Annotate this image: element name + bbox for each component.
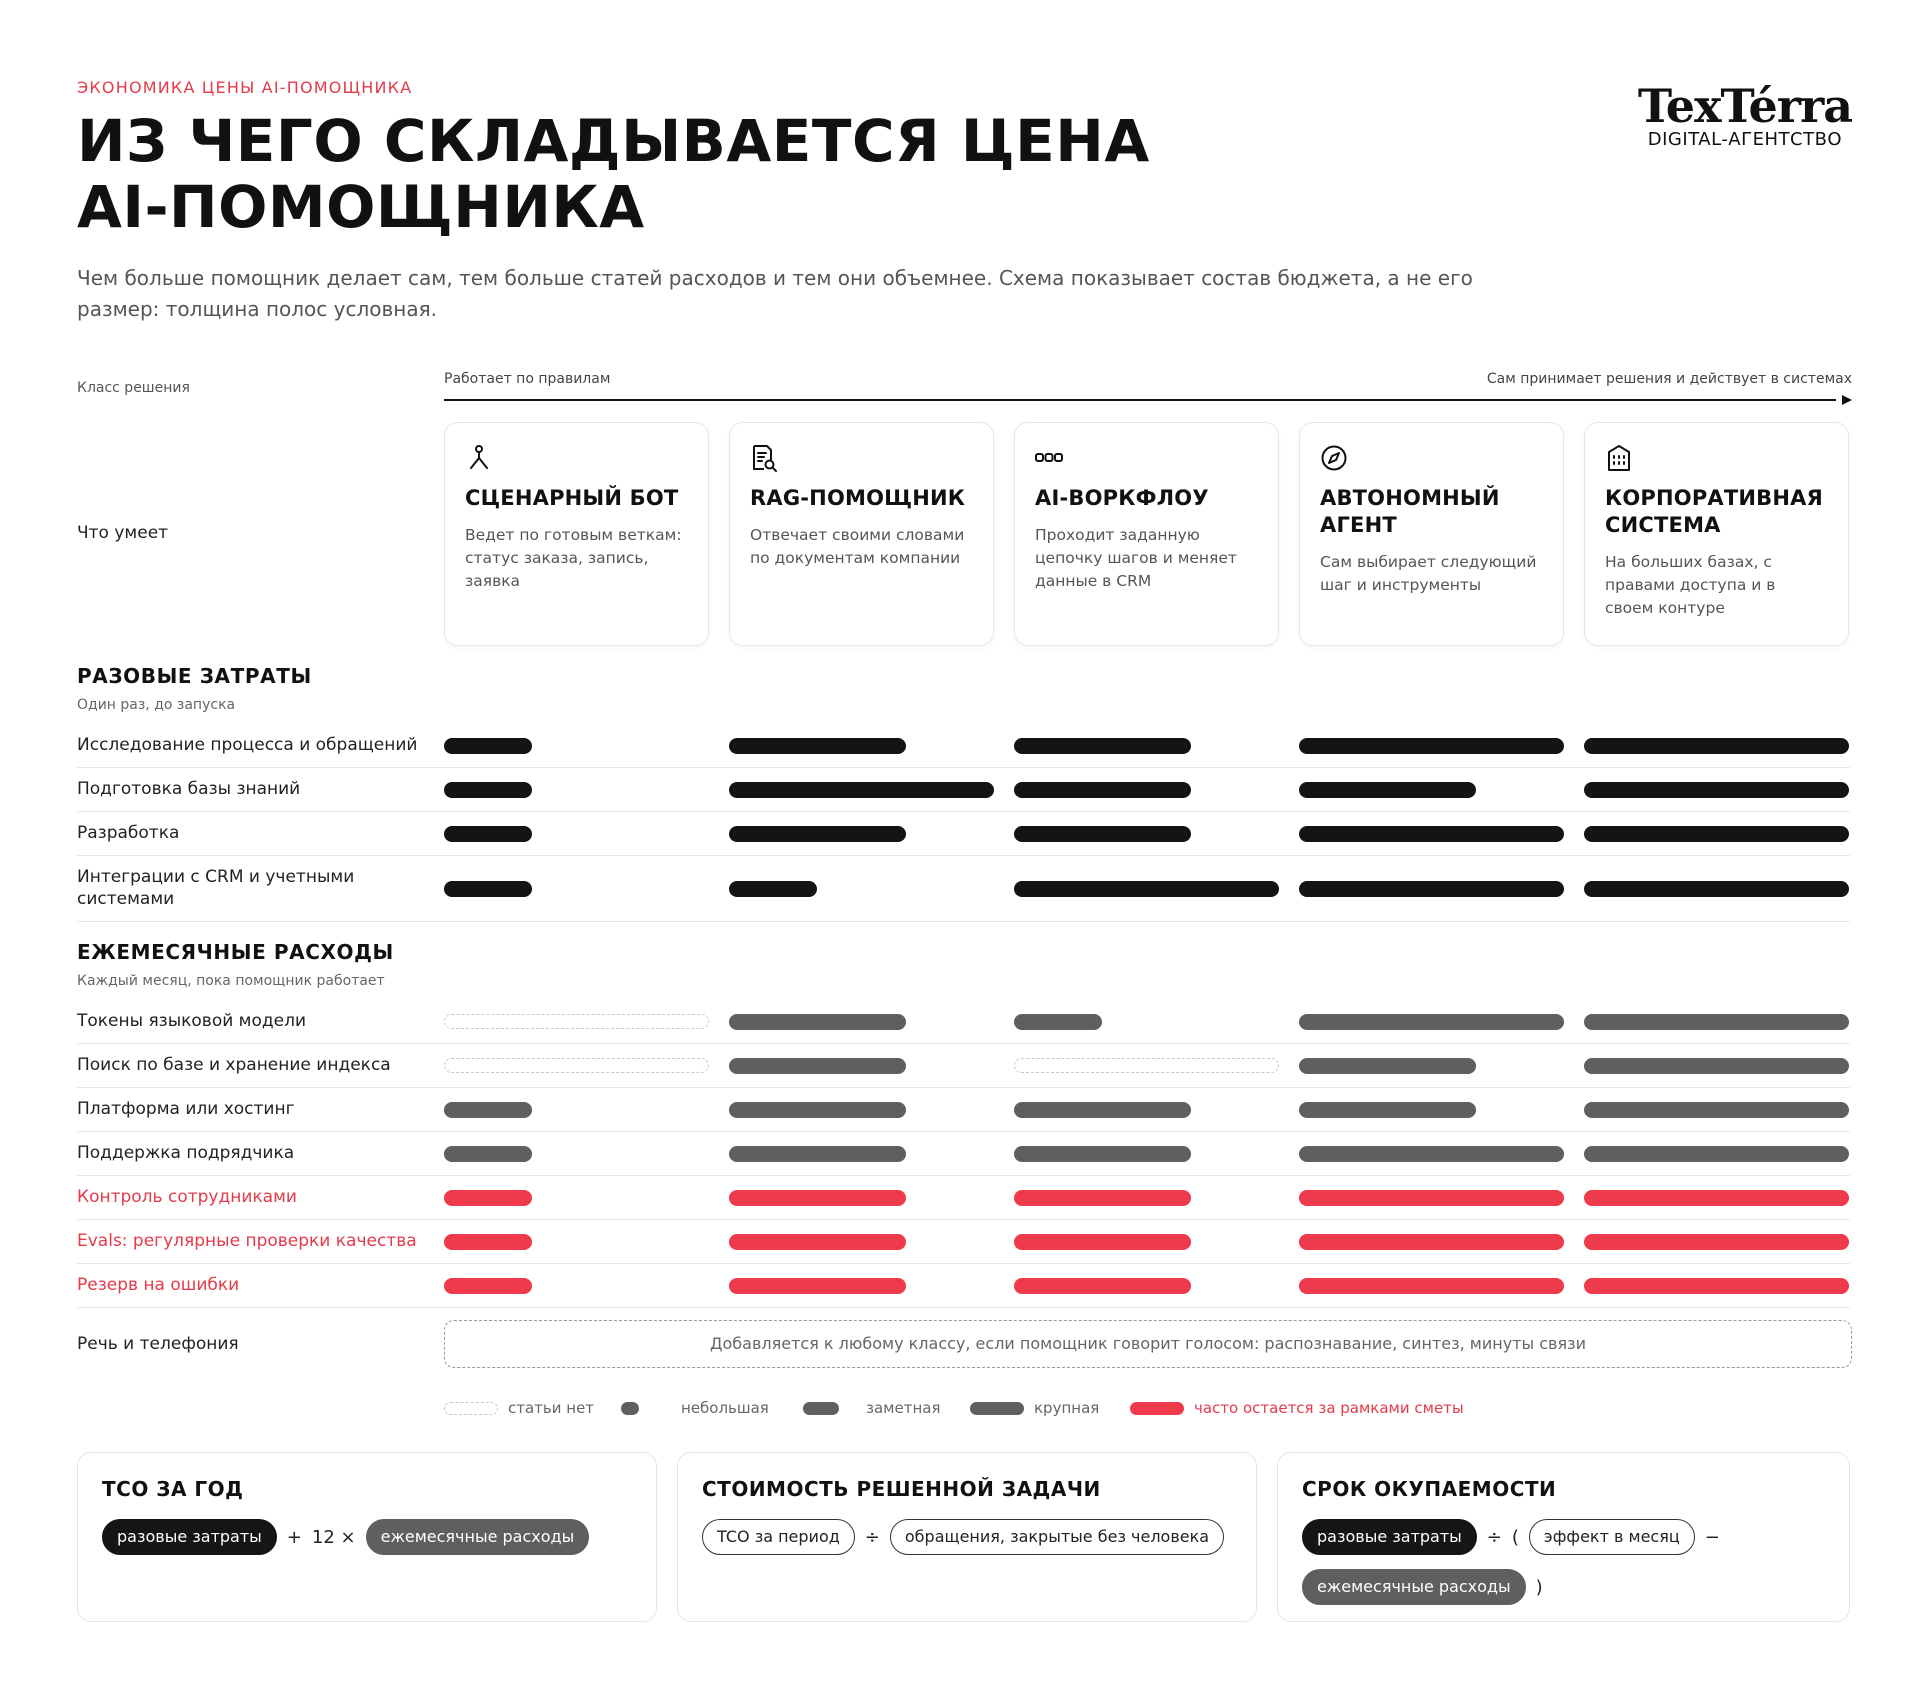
cost-bar-2 xyxy=(729,1278,906,1294)
cost-bar-3 xyxy=(1014,1278,1191,1294)
legend-none-label: статьи нет xyxy=(508,1399,595,1417)
cost-bar-2 xyxy=(729,738,906,754)
formula-card-task-cost xyxy=(677,1452,1257,1622)
intro-text: Чем больше помощник делает сам, тем больше статей расходов и тем они объемнее. Схема показывает состав бюджета, а не его размер: толщина полос условная. xyxy=(77,266,1473,321)
cost-bar-2 xyxy=(729,1190,906,1206)
cost-row-label: Поддержка подрядчика xyxy=(77,1143,295,1163)
cost-bar-none-1 xyxy=(444,1014,709,1029)
cost-bar-4 xyxy=(1299,782,1476,798)
cost-row xyxy=(77,1044,1850,1088)
pill-tco-period: TCO за период xyxy=(702,1519,855,1555)
cost-bar-4 xyxy=(1299,1190,1564,1206)
cost-bar-3 xyxy=(1014,782,1191,798)
formula-card-payback xyxy=(1277,1452,1850,1622)
cost-bar-none-1 xyxy=(444,1058,709,1073)
cost-bar-4 xyxy=(1299,881,1564,897)
cost-bar-4 xyxy=(1299,1278,1564,1294)
class-card-rag-assistant xyxy=(729,422,994,646)
class-card-title: КОРПОРАТИВНАЯ СИСТЕМА xyxy=(1605,486,1823,537)
cost-row-label: Резерв на ошибки xyxy=(77,1275,240,1295)
paren-close: ) xyxy=(1535,1576,1543,1598)
cost-bar-4 xyxy=(1299,1014,1564,1030)
class-card-title: RAG-ПОМОЩНИК xyxy=(750,486,966,510)
cost-row-label: Токены языковой модели xyxy=(77,1011,307,1031)
cost-bar-5 xyxy=(1584,1190,1849,1206)
cost-bar-1 xyxy=(444,738,532,754)
formula-title: СТОИМОСТЬ РЕШЕННОЙ ЗАДАЧИ xyxy=(702,1477,1101,1501)
cost-bar-4 xyxy=(1299,1234,1564,1250)
cost-row-label: Evals: регулярные проверки качества xyxy=(77,1231,417,1251)
chain-icon xyxy=(1035,443,1063,473)
cost-bar-1 xyxy=(444,881,532,897)
cost-bar-2 xyxy=(729,1234,906,1250)
cost-row xyxy=(77,812,1850,856)
axis-start-label: Работает по правилам xyxy=(444,371,611,387)
cost-bar-1 xyxy=(444,1102,532,1118)
cost-row xyxy=(77,1264,1850,1308)
cost-bar-1 xyxy=(444,1234,532,1250)
pill-monthly: ежемесячные расходы xyxy=(1302,1569,1526,1605)
cost-bar-5 xyxy=(1584,782,1849,798)
cost-bar-4 xyxy=(1299,1146,1564,1162)
cost-bar-1 xyxy=(444,1190,532,1206)
axis-end-label: Сам принимает решения и действует в системах xyxy=(1486,371,1852,387)
operator-plus: + xyxy=(286,1526,302,1548)
class-card-title: AI-ВОРКФЛОУ xyxy=(1035,486,1209,510)
cost-bar-3 xyxy=(1014,826,1191,842)
cost-bar-5 xyxy=(1584,1234,1849,1250)
cost-bar-4 xyxy=(1299,826,1564,842)
cost-bar-3 xyxy=(1014,1014,1102,1030)
formula-title: TCO ЗА ГОД xyxy=(102,1477,244,1501)
pill-monthly: ежемесячные расходы xyxy=(366,1519,590,1555)
legend-medium-label: заметная xyxy=(866,1399,941,1417)
class-card-autonomous-agent xyxy=(1299,422,1564,646)
legend-large-label: крупная xyxy=(1034,1399,1100,1417)
cost-bar-none-3 xyxy=(1014,1058,1279,1073)
cost-bar-5 xyxy=(1584,1146,1849,1162)
class-card-enterprise-system xyxy=(1584,422,1849,646)
cost-bar-3 xyxy=(1014,738,1191,754)
cost-row-label: Платформа или хостинг xyxy=(77,1099,295,1119)
operator-times: 12 × xyxy=(311,1526,356,1548)
class-card-scenario-bot xyxy=(444,422,709,646)
cost-row xyxy=(77,1176,1850,1220)
cost-row-label: Исследование процесса и обращений xyxy=(77,735,418,755)
class-card-title: АВТОНОМНЫЙ АГЕНТ xyxy=(1320,486,1500,537)
cost-bar-2 xyxy=(729,1102,906,1118)
cost-bar-3 xyxy=(1014,1146,1191,1162)
cost-bar-1 xyxy=(444,1146,532,1162)
monthly-section-subtitle: Каждый месяц, пока помощник работает xyxy=(77,973,385,989)
class-card-desc: На больших базах, с правами доступа и в своем контуре xyxy=(1605,553,1776,617)
operator-minus: − xyxy=(1704,1526,1720,1548)
cost-bar-3 xyxy=(1014,1190,1191,1206)
cost-bar-5 xyxy=(1584,826,1849,842)
voice-row xyxy=(77,1320,1850,1370)
voice-note: Добавляется к любому классу, если помощник говорит голосом: распознавание, синтез, минуты связи xyxy=(444,1320,1852,1368)
logo-wordmark: TexTérra xyxy=(1637,79,1852,133)
cost-row-label: Разработка xyxy=(77,823,180,843)
operator-divide: ÷ xyxy=(864,1526,880,1548)
formula-expression xyxy=(102,1519,632,1555)
formula-title: СРОК ОКУПАЕМОСТИ xyxy=(1302,1477,1557,1501)
cost-bar-2 xyxy=(729,881,817,897)
cost-row-label: Интеграции с CRM и учетными системами xyxy=(77,867,355,909)
cost-bar-5 xyxy=(1584,1102,1849,1118)
cost-bar-5 xyxy=(1584,1058,1849,1074)
cost-row-label: Подготовка базы знаний xyxy=(77,779,301,799)
cost-row xyxy=(77,724,1850,768)
compass-icon xyxy=(1320,443,1348,473)
cost-row xyxy=(77,1088,1850,1132)
cost-bar-5 xyxy=(1584,881,1849,897)
legend xyxy=(444,1398,1844,1418)
cost-bar-4 xyxy=(1299,1102,1476,1118)
legend-swatch-overrun xyxy=(1130,1402,1184,1415)
legend-swatch-none xyxy=(444,1402,498,1415)
capability-label: Что умеет xyxy=(77,523,169,543)
logo xyxy=(1637,79,1852,150)
cost-bar-2 xyxy=(729,1014,906,1030)
page-title xyxy=(77,108,1277,240)
page-title-line-1: ИЗ ЧЕГО СКЛАДЫВАЕТСЯ ЦЕНА xyxy=(77,107,1150,175)
class-card-desc: Ведет по готовым веткам: статус заказа, запись, заявка xyxy=(465,526,682,590)
cost-bar-4 xyxy=(1299,738,1564,754)
legend-overrun-label: часто остается за рамками сметы xyxy=(1194,1399,1464,1417)
cost-bar-5 xyxy=(1584,738,1849,754)
formula-card-tco xyxy=(77,1452,657,1622)
logo-subtitle: DIGITAL-АГЕНТСТВО xyxy=(1647,129,1843,150)
pill-effect: эффект в месяц xyxy=(1529,1519,1695,1555)
pill-resolved: обращения, закрытые без человека xyxy=(890,1519,1224,1555)
axis-line xyxy=(444,399,1836,401)
class-card-title: СЦЕНАРНЫЙ БОТ xyxy=(465,486,679,510)
cost-bar-3 xyxy=(1014,881,1279,897)
formula-expression xyxy=(1302,1519,1825,1605)
page-title-line-2: AI-ПОМОЩНИКА xyxy=(77,173,645,241)
pill-onetime: разовые затраты xyxy=(1302,1519,1477,1555)
cost-bar-1 xyxy=(444,826,532,842)
cost-bar-2 xyxy=(729,1146,906,1162)
onetime-section-subtitle: Один раз, до запуска xyxy=(77,697,236,713)
cost-bar-3 xyxy=(1014,1102,1191,1118)
pill-onetime: разовые затраты xyxy=(102,1519,277,1555)
axis-class-label: Класс решения xyxy=(77,380,190,396)
axis-arrow-icon xyxy=(1842,395,1852,405)
formula-expression xyxy=(702,1519,1232,1555)
class-card-desc: Проходит заданную цепочку шагов и меняет данные в CRM xyxy=(1035,526,1237,590)
legend-swatch-large xyxy=(970,1402,1024,1415)
legend-small-label: небольшая xyxy=(681,1399,769,1417)
onetime-section-title: РАЗОВЫЕ ЗАТРАТЫ xyxy=(77,664,312,688)
cost-bar-5 xyxy=(1584,1014,1849,1030)
document-search-icon xyxy=(750,443,778,473)
cost-bar-2 xyxy=(729,826,906,842)
class-card-ai-workflow xyxy=(1014,422,1279,646)
cost-row-label: Поиск по базе и хранение индекса xyxy=(77,1055,391,1075)
cost-row xyxy=(77,856,1850,922)
voice-label: Речь и телефония xyxy=(77,1334,239,1354)
legend-swatch-medium xyxy=(803,1402,839,1415)
cost-bar-5 xyxy=(1584,1278,1849,1294)
cost-bar-2 xyxy=(729,782,994,798)
class-card-desc: Отвечает своими словами по документам компании xyxy=(750,526,965,567)
cost-row xyxy=(77,1000,1850,1044)
class-card-desc: Сам выбирает следующий шаг и инструменты xyxy=(1320,553,1537,594)
building-icon xyxy=(1605,443,1633,473)
cost-bar-2 xyxy=(729,1058,906,1074)
cost-row xyxy=(77,768,1850,812)
legend-swatch-small xyxy=(621,1402,639,1415)
cost-bar-4 xyxy=(1299,1058,1476,1074)
cost-bar-1 xyxy=(444,782,532,798)
paren-open: ( xyxy=(1511,1526,1519,1548)
cost-row xyxy=(77,1132,1850,1176)
cost-bar-3 xyxy=(1014,1234,1191,1250)
monthly-section-title: ЕЖЕМЕСЯЧНЫЕ РАСХОДЫ xyxy=(77,940,394,964)
cost-row xyxy=(77,1220,1850,1264)
branch-icon xyxy=(465,443,493,473)
cost-bar-1 xyxy=(444,1278,532,1294)
kicker: ЭКОНОМИКА ЦЕНЫ AI-ПОМОЩНИКА xyxy=(77,78,413,97)
cost-row-label: Контроль сотрудниками xyxy=(77,1187,297,1207)
operator-divide: ÷ xyxy=(1486,1526,1502,1548)
